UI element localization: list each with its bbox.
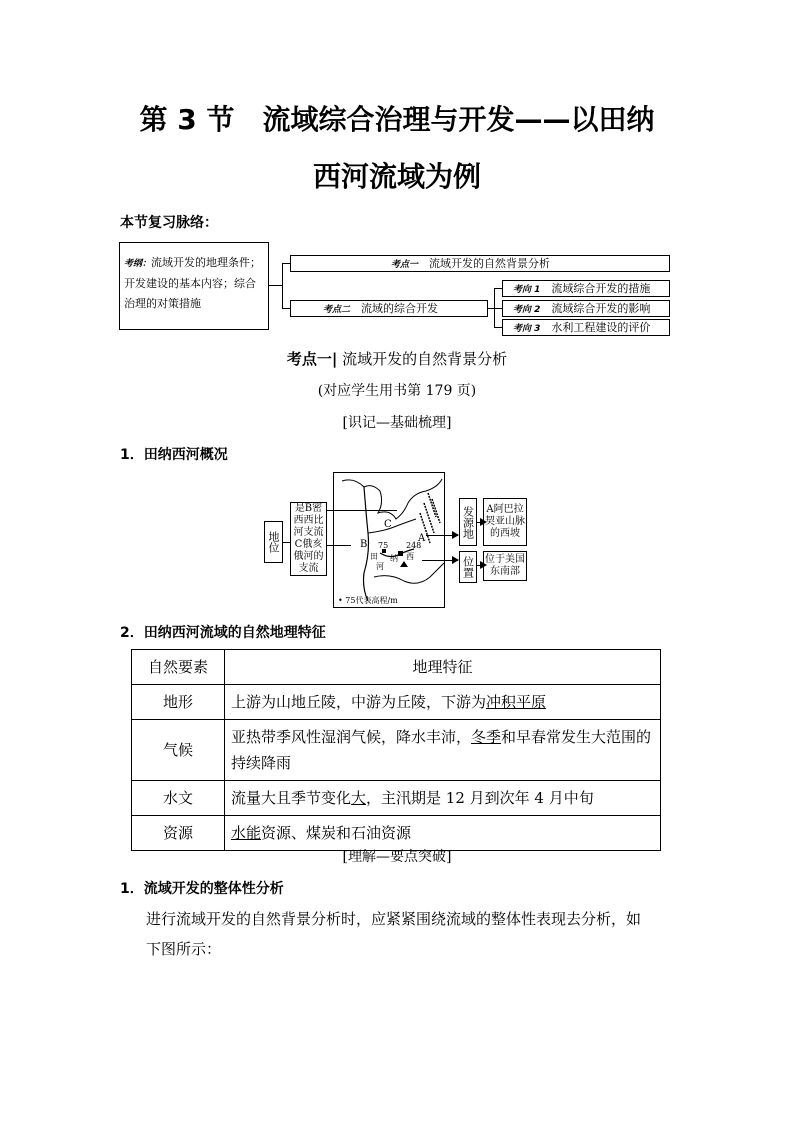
table-row [132,781,661,816]
table-header-cell: 自然要素 [132,650,225,685]
label-a: A [418,533,426,544]
mindmap-syllabus-box [119,242,269,330]
part1-label: [识记—基础梳理] [342,415,452,431]
label-he: 河 [376,562,384,571]
sub1-tag: 考向 1 [513,285,541,295]
mindmap-sub2 [502,300,670,317]
table-header-cell: 地理特征 [225,650,661,685]
sub3-tag: 考向 3 [513,324,541,334]
topic1-text: 流域开发的自然背景分析 [429,257,551,270]
table-row [132,685,661,720]
item2-heading: 2．田纳西河流域的自然地理特征 [120,625,326,641]
topic2-text: 流域的综合开发 [361,302,439,315]
sub1-text: 流域综合开发的措施 [551,282,651,295]
table-row [132,720,661,781]
table-cell-key: 气候 [132,720,225,781]
ohio-river [368,519,416,533]
mindmap-sub1 [502,280,670,297]
label-b: B [360,539,368,550]
table-cell-value: 流量大且季节变化大，主汛期是 12 月到次年 4 月中旬 [225,781,661,816]
gulf-coast [374,563,444,583]
sub2-tag: 考向 2 [513,305,541,315]
status-description: 是B密西西比河支流C俄亥俄河的支流 [290,502,327,576]
book-reference: (对应学生用书第 179 页) [317,383,477,399]
sub3-text: 水利工程建设的评价 [551,321,651,334]
mindmap-topic2 [290,300,488,317]
table-cell-value: 亚热带季风性湿润气候，降水丰沛，冬季和早春常发生大范围的持续降雨 [225,720,661,781]
topic1-tag: 考点一 [391,260,419,270]
label-xi: 西 [406,552,414,561]
syllabus-line1: 流域开发的地理条件； [151,256,262,269]
map-frame [333,472,445,608]
label-na: 纳 [390,554,398,563]
item3-heading: 1．流域开发的整体性分析 [120,881,284,897]
mindmap-topic1 [290,255,670,272]
topic2-tag: 考点二 [323,305,351,315]
map-svg [334,473,444,607]
table-cell-key: 地形 [132,685,225,720]
syllabus-line2: 开发建设的基本内容；综合 [124,277,256,290]
source-box: 发源地 [459,498,477,546]
table-cell-key: 水文 [132,781,225,816]
elevation-marker-248 [398,551,403,556]
part2-label: [理解—要点突破] [342,849,452,865]
map-legend: • 75代表高程/m [338,596,398,605]
paragraph-line1: 进行流域开发的自然背景分析时，应紧紧围绕流域的整体性表现去分析，如 [146,910,642,928]
label-248: 248 [406,541,422,550]
status-box: 地位 [264,521,283,563]
table-cell-value: 上游为山地丘陵，中游为丘陵，下游为冲积平原 [225,685,661,720]
mindmap-sub3 [502,319,670,336]
paragraph-line2: 下图所示： [146,940,222,958]
label-75: 75 [378,541,389,550]
syllabus-line3: 治理的对策措施 [124,297,201,310]
item1-heading: 1．田纳西河概况 [120,447,228,463]
table-header-row [132,650,661,685]
syllabus-tag: 考纲： [124,259,152,269]
geo-features-table [131,649,661,851]
table-cell-key: 资源 [132,816,225,851]
page-title-line1: 第 3 节 流域综合治理与开发——以田纳 [139,103,655,136]
section-heading [0,348,794,369]
location-description: 位于美国东南部 [483,551,527,581]
label-tian: 田 [370,552,378,561]
sub2-text: 流域综合开发的影响 [551,302,651,315]
table-cell-value: 水能资源、煤炭和石油资源 [225,816,661,851]
source-description: A阿巴拉契亚山脉的西坡 [483,498,527,546]
section-tag: 考点一| [286,350,338,368]
location-box: 位置 [459,551,477,583]
review-heading: 本节复习脉络： [120,215,218,231]
section-text: 流域开发的自然背景分析 [342,350,508,368]
label-c: C [384,519,392,530]
page-title-line2: 西河流域为例 [312,160,481,193]
